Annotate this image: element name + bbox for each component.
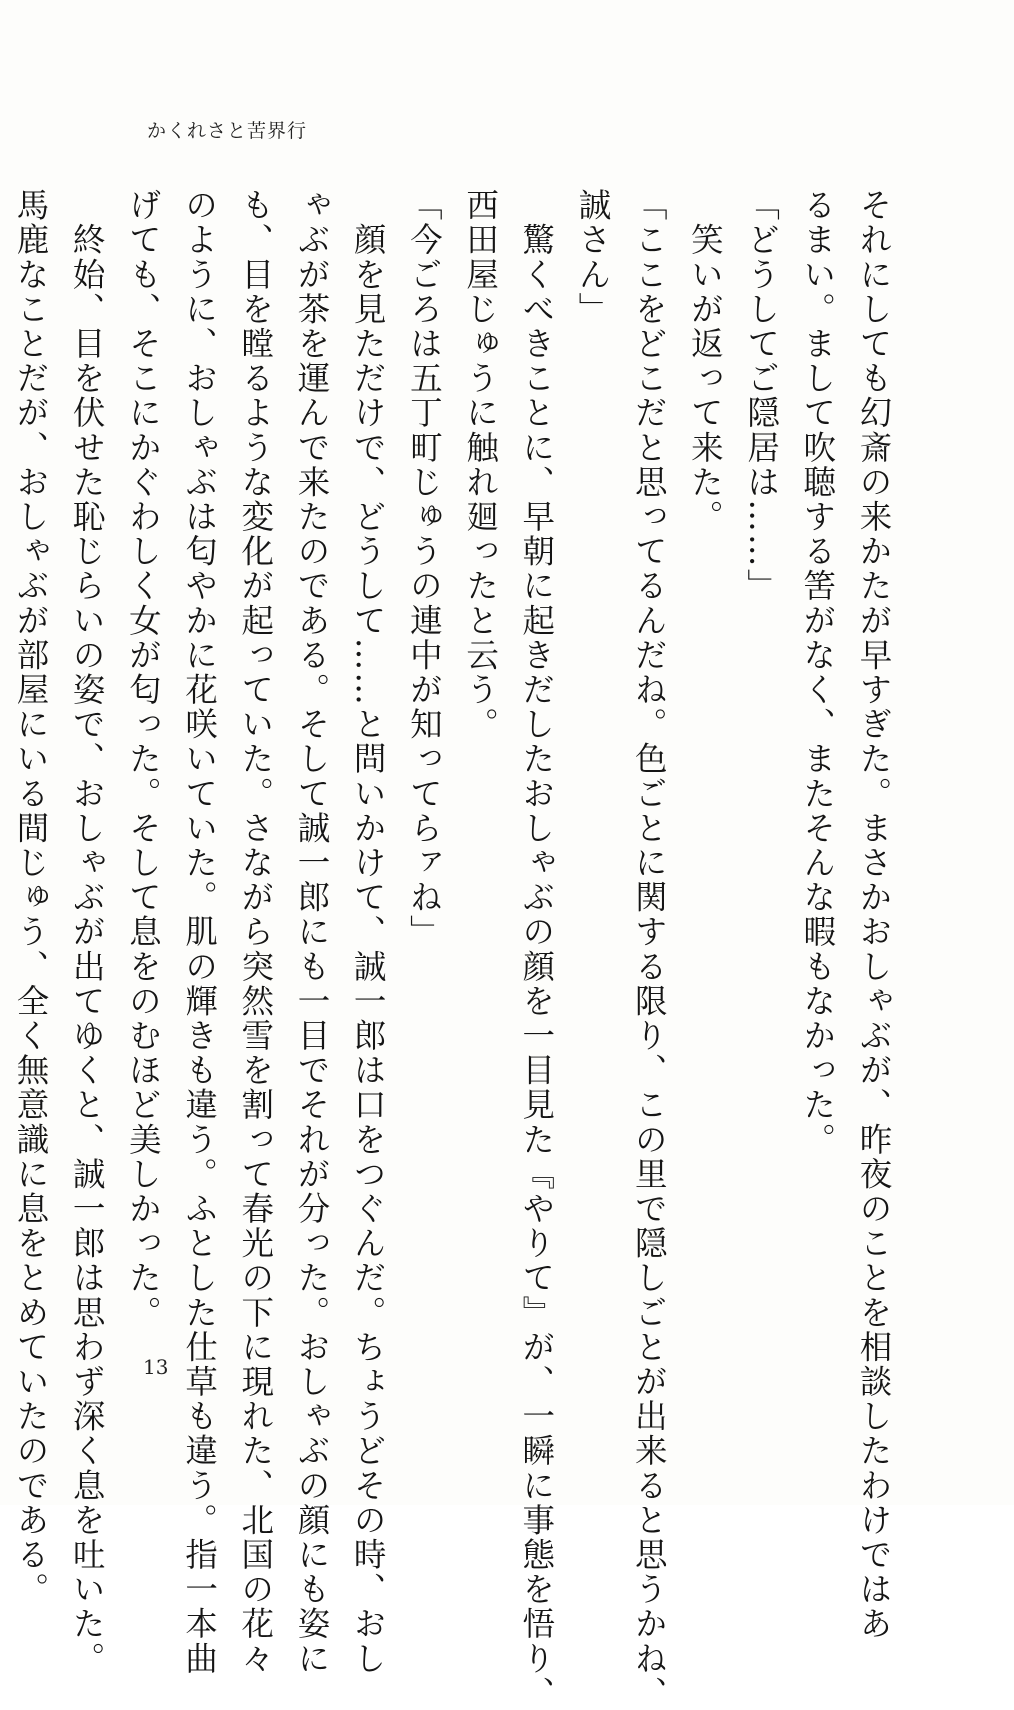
text-line: 馬鹿なことだが、おしゃぶが部屋にいる間じゅう、全く無意識に息をとめていたのである。	[11, 188, 50, 1607]
text-line: のように、おしゃぶは匂やかに花咲いていた。肌の輝きも違う。ふとした仕草も違う。指一本曲	[180, 188, 219, 1676]
text-line: 「ここをどこだと思ってるんだね。色ごとに関する限り、この里で隠しごとが出来ると思うかね、	[630, 188, 669, 1710]
text-line: げても、そこにかぐわしく女が匂った。そして息をのむほど美しかった。	[124, 188, 163, 1330]
text-line: も、目を瞠るような変化が起っていた。さながら突然雪を割って春光の下に現れた、北国の花々	[236, 188, 275, 1676]
running-title: かくれさと苦界行	[147, 120, 308, 142]
text-line: ゃぶが茶を運んで来たのである。そして誠一郎にも一目でそれが分った。おしゃぶの顔にも姿に	[292, 188, 331, 1676]
text-line: 「どうしてご隠居は……」	[742, 188, 781, 604]
text-line: 終始、目を伏せた恥じらいの姿で、おしゃぶが出てゆくと、誠一郎は思わず深く息を吐いた。	[68, 188, 107, 1676]
text-line: 「今ごろは五丁町じゅうの連中が知ってらァね」	[405, 188, 444, 950]
text-line: それにしても幻斎の来かたが早すぎた。まさかおしゃぶが、昨夜のことを相談したわけではあ	[855, 188, 893, 1642]
text-line: 誠さん」	[573, 188, 612, 327]
text-line: るまい。まして吹聴する筈がなく、またそんな暇もなかった。	[798, 188, 837, 1157]
page-number: 13	[143, 1355, 169, 1379]
text-line: 驚くべきことに、早朝に起きだしたおしゃぶの顔を一目見た『やりて』が、一瞬に事態を悟り、	[517, 188, 556, 1710]
text-line: 西田屋じゅうに触れ廻ったと云う。	[461, 188, 500, 742]
text-line: 笑いが返って来た。	[686, 188, 725, 534]
text-line: 顔を見ただけで、どうして……と問いかけて、誠一郎は口をつぐんだ。ちょうどその時、おし	[349, 188, 388, 1676]
